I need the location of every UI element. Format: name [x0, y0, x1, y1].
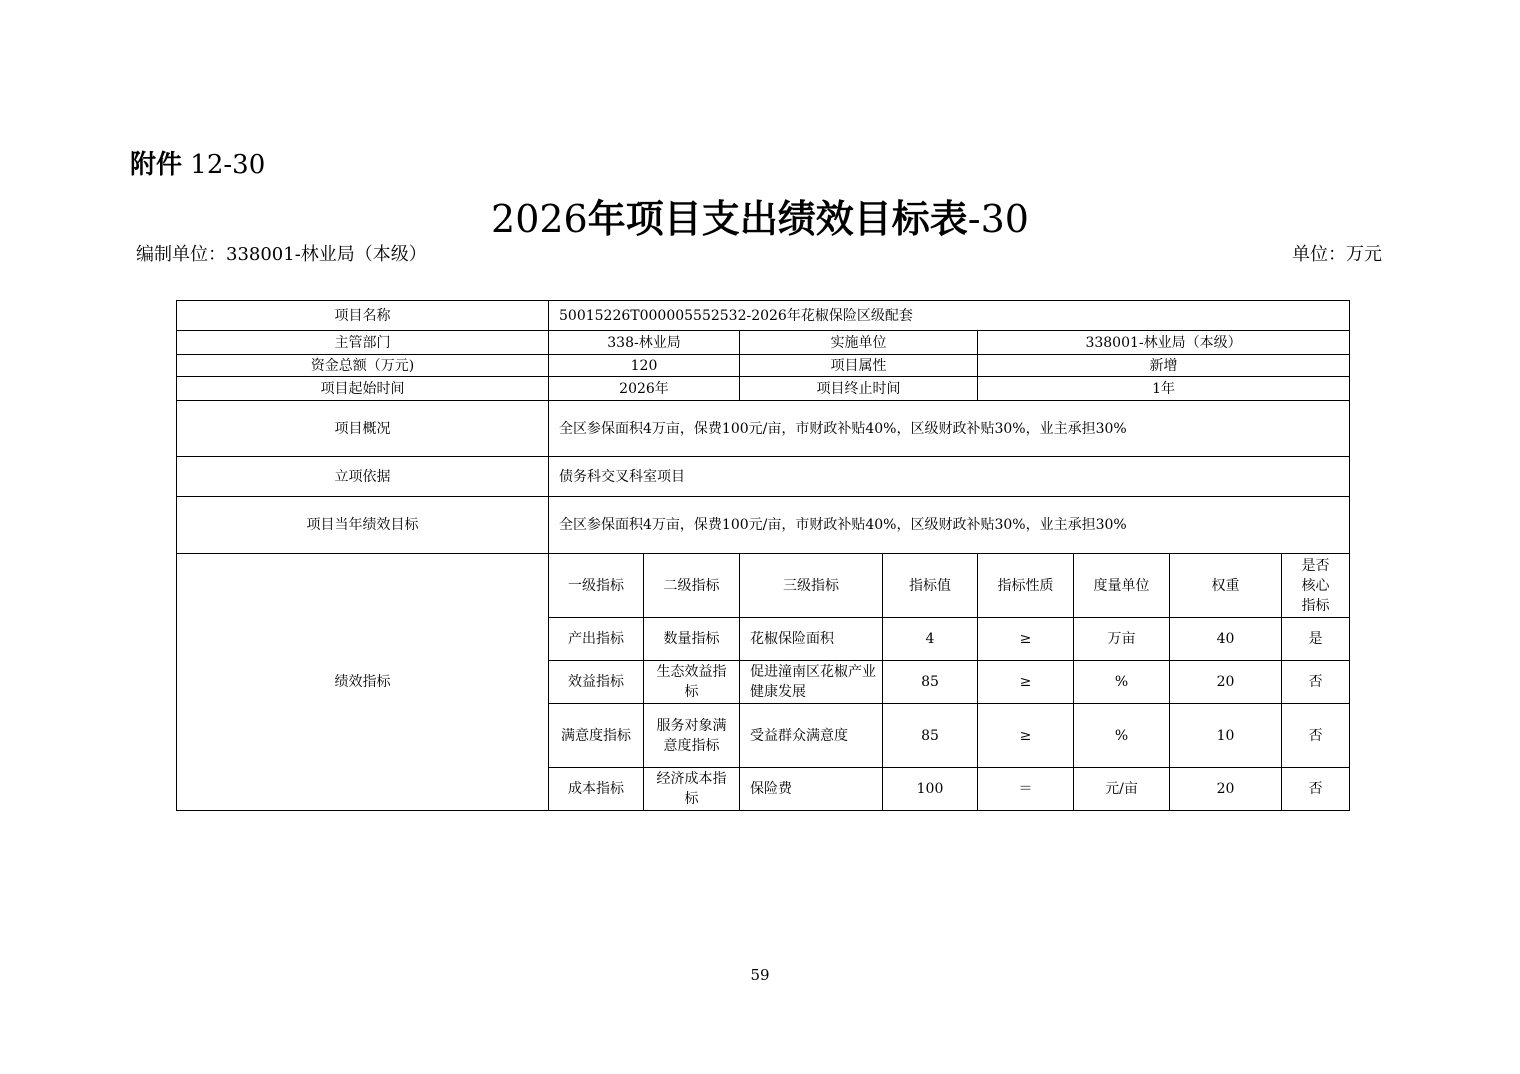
value-attribute: 新增: [978, 355, 1350, 377]
label-implementer: 实施单位: [740, 331, 978, 355]
cell-level2: 生态效益指标: [644, 661, 740, 704]
cell-unit: 万亩: [1074, 618, 1170, 661]
label-indicators: 绩效指标: [177, 554, 549, 811]
cell-unit: %: [1074, 661, 1170, 704]
cell-level3: 促进潼南区花椒产业健康发展: [740, 661, 883, 704]
cell-value: 100: [883, 768, 978, 811]
cell-weight: 20: [1170, 661, 1282, 704]
attachment-prefix: 附件: [130, 150, 183, 180]
title-suffix: -30: [967, 197, 1029, 241]
indicator-header-row: [177, 554, 1350, 618]
cell-weight: 10: [1170, 704, 1282, 768]
header-cell: 指标值: [883, 554, 978, 618]
value-goal: 全区参保面积4万亩，保费100元/亩，市财政补贴40%，区级财政补贴30%，业主承担30%: [549, 497, 1350, 554]
cell-level2: 经济成本指标: [644, 768, 740, 811]
value-end-time: 1年: [978, 377, 1350, 401]
label-basis: 立项依据: [177, 457, 549, 497]
label-project-name: 项目名称: [177, 301, 549, 331]
cell-level3: 花椒保险面积: [740, 618, 883, 661]
header-cell: 度量单位: [1074, 554, 1170, 618]
cell-level2: 数量指标: [644, 618, 740, 661]
performance-table: [176, 300, 1350, 811]
header-cell: 指标性质: [978, 554, 1074, 618]
value-implementer: 338001-林业局（本级）: [978, 331, 1350, 355]
cell-core: 否: [1282, 768, 1350, 811]
cell-core: 否: [1282, 661, 1350, 704]
cell-nature: ≥: [978, 618, 1074, 661]
attachment-label: [130, 144, 265, 181]
value-overview: 全区参保面积4万亩，保费100元/亩，市财政补贴40%，区级财政补贴30%，业主承担30%: [549, 401, 1350, 457]
cell-weight: 20: [1170, 768, 1282, 811]
row-time: [177, 377, 1350, 401]
value-basis: 债务科交叉科室项目: [549, 457, 1350, 497]
cell-level1: 满意度指标: [549, 704, 644, 768]
row-overview: [177, 401, 1350, 457]
row-goal: [177, 497, 1350, 554]
cell-nature: ≥: [978, 704, 1074, 768]
cell-core: 否: [1282, 704, 1350, 768]
cell-level1: 产出指标: [549, 618, 644, 661]
cell-level1: 成本指标: [549, 768, 644, 811]
label-end-time: 项目终止时间: [740, 377, 978, 401]
attachment-number: 12-30: [190, 150, 266, 180]
label-department: 主管部门: [177, 331, 549, 355]
cell-nature: ＝: [978, 768, 1074, 811]
cell-value: 4: [883, 618, 978, 661]
header-cell: 二级指标: [644, 554, 740, 618]
cell-weight: 40: [1170, 618, 1282, 661]
cell-value: 85: [883, 661, 978, 704]
row-department: [177, 331, 1350, 355]
label-overview: 项目概况: [177, 401, 549, 457]
title-year: 2026: [491, 197, 588, 241]
cell-unit: 元/亩: [1074, 768, 1170, 811]
cell-level3: 保险费: [740, 768, 883, 811]
row-project-name: [177, 301, 1350, 331]
value-start-time: 2026年: [549, 377, 740, 401]
row-basis: [177, 457, 1350, 497]
cell-unit: %: [1074, 704, 1170, 768]
value-department: 338-林业局: [549, 331, 740, 355]
header-cell: 一级指标: [549, 554, 644, 618]
cell-level1: 效益指标: [549, 661, 644, 704]
value-fund: 120: [549, 355, 740, 377]
compile-unit: 编制单位：338001-林业局（本级）: [136, 244, 427, 265]
currency-unit: 单位：万元: [1292, 244, 1382, 265]
page-title: [0, 188, 1520, 243]
row-fund: [177, 355, 1350, 377]
label-start-time: 项目起始时间: [177, 377, 549, 401]
value-project-name: 50015226T000005552532-2026年花椒保险区级配套: [549, 301, 1350, 331]
header-cell: 权重: [1170, 554, 1282, 618]
label-goal: 项目当年绩效目标: [177, 497, 549, 554]
cell-core: 是: [1282, 618, 1350, 661]
page-number: 59: [750, 966, 770, 984]
cell-nature: ≥: [978, 661, 1074, 704]
header-cell: 三级指标: [740, 554, 883, 618]
header-cell: 是否核心指标: [1282, 554, 1350, 618]
title-text: 年项目支出绩效目标表: [587, 197, 968, 241]
cell-level2: 服务对象满意度指标: [644, 704, 740, 768]
cell-value: 85: [883, 704, 978, 768]
label-fund: 资金总额（万元): [177, 355, 549, 377]
cell-level3: 受益群众满意度: [740, 704, 883, 768]
label-attribute: 项目属性: [740, 355, 978, 377]
